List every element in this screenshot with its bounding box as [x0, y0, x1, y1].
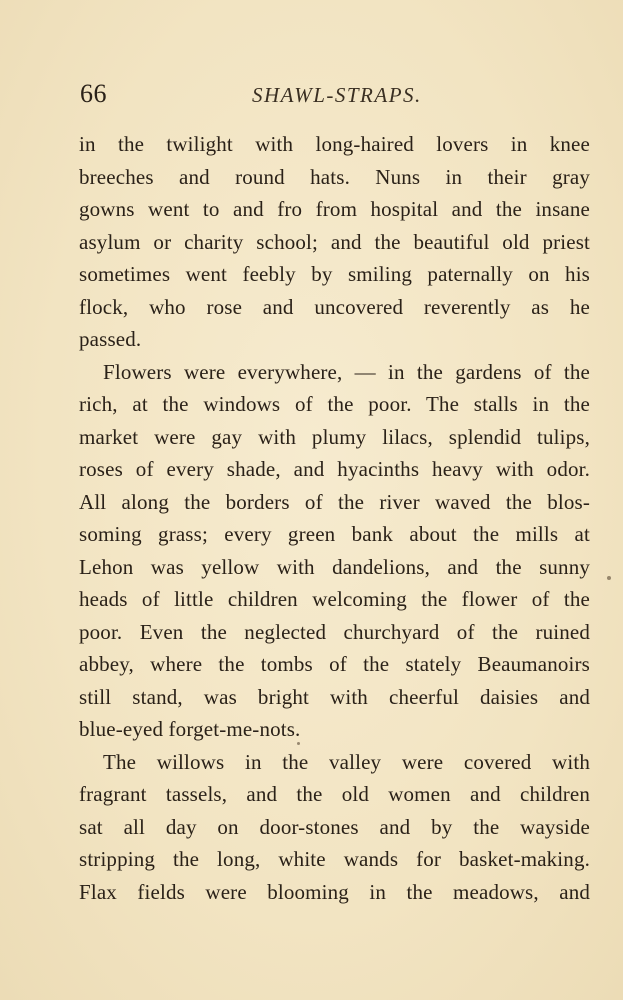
text-line: sometimes went feebly by smiling paternally on his	[79, 262, 590, 286]
text-line: market were gay with plumy lilacs, splendid tulips,	[79, 424, 590, 449]
text-line: poor. Even the neglected churchyard of the ruined	[79, 619, 590, 644]
text-line: roses of every shade, and hyacinths heavy with odor.	[79, 457, 590, 481]
text-line: All along the borders of the river waved the blos-	[79, 489, 590, 514]
text-line: heads of little children welcoming the flower of the	[79, 587, 590, 611]
text-line: still stand, was bright with cheerful daisies and	[79, 684, 590, 709]
text-line: sat all day on door-stones and by the wayside	[79, 814, 590, 839]
running-head: SHAWL-STRAPS.	[252, 83, 422, 107]
text-line: passed.	[79, 327, 142, 351]
text-line: blue-eyed forget-me-nots.	[79, 717, 301, 741]
text-line: The willows in the valley were covered with	[103, 749, 590, 774]
text-line: fragrant tassels, and the old women and children	[79, 782, 590, 806]
text-line: stripping the long, white wands for basket-making.	[79, 847, 590, 871]
text-line: breeches and round hats. Nuns in their gray	[79, 164, 590, 189]
paper-speck	[607, 576, 611, 580]
text-line: gowns went to and fro from hospital and the insane	[79, 197, 590, 221]
text-line: asylum or charity school; and the beautiful old priest	[79, 229, 590, 254]
text-line: Lehon was yellow with dandelions, and the sunny	[79, 554, 590, 579]
paper-speck	[297, 742, 300, 745]
page-header	[80, 78, 592, 110]
body-text	[79, 128, 590, 908]
text-line: soming grass; every green bank about the mills at	[79, 522, 590, 546]
text-line: rich, at the windows of the poor. The stalls in the	[79, 392, 590, 416]
page-number: 66	[80, 79, 107, 108]
text-line: flock, who rose and uncovered reverently as he	[79, 294, 590, 319]
text-line: in the twilight with long-haired lovers in knee	[79, 132, 590, 156]
text-line: Flowers were everywhere, — in the gardens of the	[103, 359, 590, 384]
text-line: abbey, where the tombs of the stately Beaumanoirs	[79, 652, 590, 676]
text-line: Flax fields were blooming in the meadows, and	[79, 879, 590, 904]
